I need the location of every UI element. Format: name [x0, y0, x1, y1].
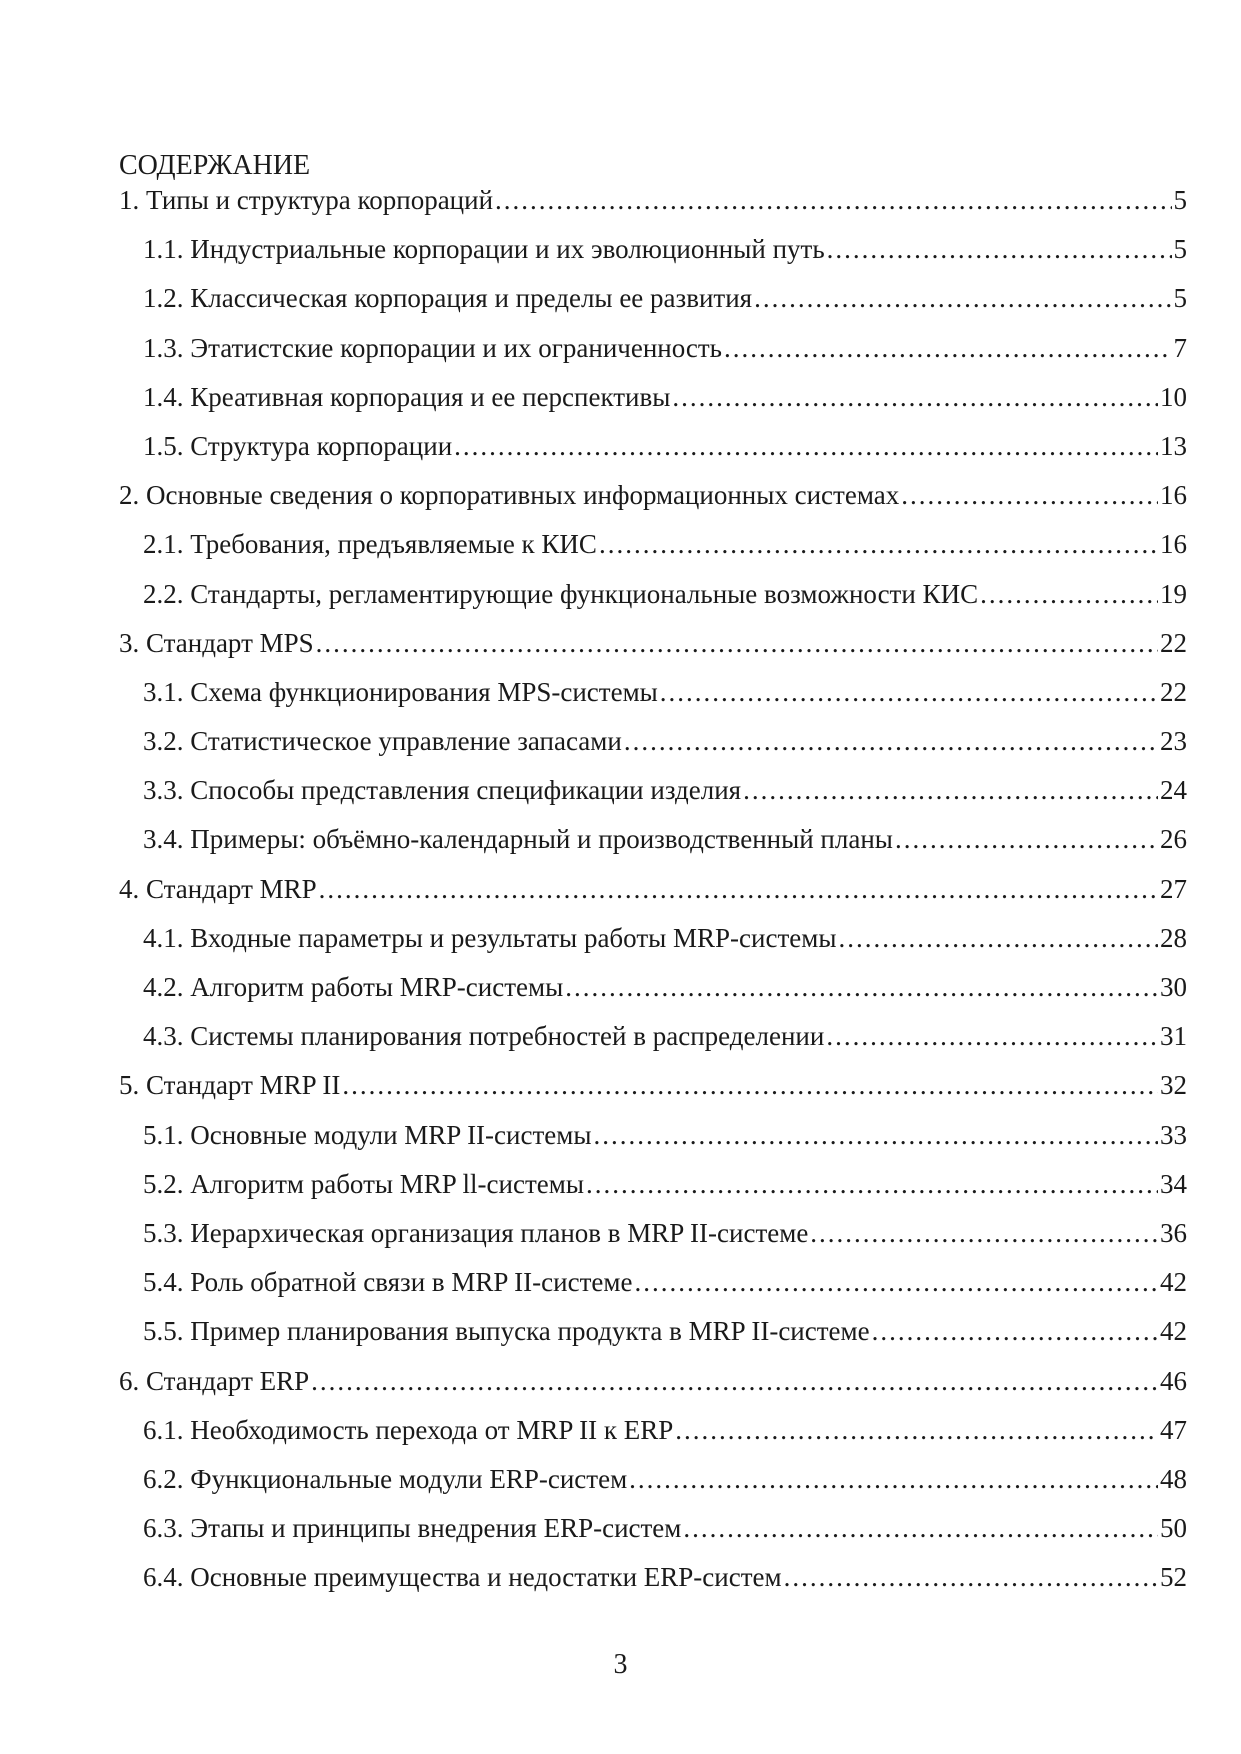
- toc-entry-page: 16: [1160, 480, 1187, 511]
- toc-entry-text: 1.1. Индустриальные корпорации и их эволюционный путь: [143, 234, 825, 265]
- toc-title: СОДЕРЖАНИЕ: [119, 150, 311, 181]
- toc-entry-text: 4. Стандарт MRP: [119, 873, 317, 904]
- toc-dot-leader: [872, 1311, 1158, 1351]
- toc-section-entry[interactable]: [119, 180, 1187, 229]
- toc-dot-leader: [743, 770, 1158, 810]
- toc-dot-leader: [311, 1361, 1158, 1401]
- toc-subsection-entry[interactable]: [119, 1164, 1187, 1213]
- toc-entry-text: 5.4. Роль обратной связи в MRP II-системе: [143, 1267, 633, 1298]
- toc-subsection-entry[interactable]: [119, 1508, 1187, 1557]
- toc-subsection-entry[interactable]: [119, 377, 1187, 426]
- toc-subsection-entry[interactable]: [119, 1311, 1187, 1360]
- toc-dot-leader: [586, 1164, 1158, 1204]
- toc-dot-leader: [980, 574, 1158, 614]
- toc-subsection-entry[interactable]: [119, 1213, 1187, 1262]
- toc-section-entry[interactable]: [119, 475, 1187, 524]
- toc-dot-leader: [624, 721, 1158, 761]
- toc-dot-leader: [660, 672, 1158, 712]
- toc-entry-text: 1.3. Этатистские корпорации и их ограниченность: [143, 332, 722, 363]
- toc-entry-page: 36: [1160, 1217, 1187, 1248]
- toc-dot-leader: [683, 1508, 1158, 1548]
- toc-entry-page: 50: [1160, 1513, 1187, 1544]
- toc-subsection-entry[interactable]: [119, 1016, 1187, 1065]
- toc-dot-leader: [826, 1016, 1158, 1056]
- toc-entry-text: 4.2. Алгоритм работы MRP-системы: [143, 972, 564, 1002]
- toc-entry-page: 22: [1160, 627, 1187, 658]
- toc-dot-leader: [593, 1115, 1158, 1155]
- toc-entry-text: 1.5. Структура корпорации: [143, 430, 453, 461]
- toc-entry-page: 16: [1160, 529, 1187, 560]
- toc-entry-text: 6.4. Основные преимущества и недостатки ERP-систем: [143, 1562, 782, 1593]
- toc-entry-page: 32: [1160, 1070, 1187, 1101]
- toc-entry-text: 1.4. Креативная корпорация и ее перспективы: [143, 381, 671, 412]
- toc-dot-leader: [319, 869, 1158, 909]
- toc-entry-text: 3.2. Статистическое управление запасами: [143, 726, 622, 757]
- toc-dot-leader: [827, 229, 1172, 269]
- toc-entry-page: 47: [1160, 1414, 1187, 1445]
- toc-section-entry[interactable]: [119, 1065, 1187, 1114]
- toc-section-entry[interactable]: [119, 623, 1187, 672]
- toc-subsection-entry[interactable]: [119, 328, 1187, 377]
- toc-entry-page: 46: [1160, 1365, 1187, 1396]
- toc-dot-leader: [629, 1459, 1158, 1499]
- toc-subsection-entry[interactable]: [119, 1557, 1187, 1606]
- toc-entry-text: 2.1. Требования, предъявляемые к КИС: [143, 529, 597, 560]
- toc-dot-leader: [316, 623, 1158, 663]
- toc-entry-text: 4.1. Входные параметры и результаты работы MRP-системы: [143, 922, 837, 953]
- toc-section-entry[interactable]: [119, 1361, 1187, 1410]
- toc-dot-leader: [810, 1213, 1158, 1253]
- toc-entry-page: 31: [1160, 1021, 1187, 1052]
- toc-entry-text: 5.5. Пример планирования выпуска продукта в MRP II-системе: [143, 1316, 870, 1347]
- toc-entry-text: 6.2. Функциональные модули ERP-систем: [143, 1463, 628, 1494]
- toc-entry-text: 3. Стандарт MPS: [119, 627, 314, 658]
- toc-entry-text: 2. Основные сведения о корпоративных информационных системах: [119, 480, 900, 511]
- toc-subsection-entry[interactable]: [119, 967, 1187, 1016]
- toc-section-entry[interactable]: [119, 869, 1187, 918]
- toc-entry-text: 6.3. Этапы и принципы внедрения ERP-систем: [143, 1513, 682, 1544]
- toc-entry-page: 22: [1160, 676, 1187, 707]
- toc-entry-page: 7: [1173, 332, 1187, 363]
- toc-subsection-entry[interactable]: [119, 1115, 1187, 1164]
- toc-entry-page: 42: [1160, 1267, 1187, 1298]
- toc-dot-leader: [901, 475, 1158, 515]
- toc-entry-page: 48: [1160, 1463, 1187, 1494]
- toc-subsection-entry[interactable]: [119, 229, 1187, 278]
- toc-dot-leader: [599, 524, 1158, 564]
- toc-entry-page: 19: [1160, 578, 1187, 609]
- toc-entry-text: 6.1. Необходимость перехода от MRP II к ERP: [143, 1414, 674, 1445]
- toc-entry-text: 3.3. Способы представления спецификации изделия: [143, 775, 742, 806]
- toc-subsection-entry[interactable]: [119, 1262, 1187, 1311]
- toc-entry-text: 3.1. Схема функционирования MPS-системы: [143, 676, 658, 707]
- toc-dot-leader: [675, 1410, 1158, 1450]
- toc-entry-page: 26: [1160, 824, 1187, 855]
- toc-entry-text: 1.2. Классическая корпорация и пределы ее развития: [143, 283, 753, 314]
- toc-subsection-entry[interactable]: [119, 278, 1187, 327]
- toc-entry-page: 33: [1160, 1119, 1187, 1150]
- toc-subsection-entry[interactable]: [119, 721, 1187, 770]
- toc-entry-text: 6. Стандарт ERP: [119, 1365, 310, 1396]
- toc-subsection-entry[interactable]: [119, 1459, 1187, 1508]
- toc-entry-page: 34: [1160, 1168, 1187, 1199]
- toc-entry-page: 28: [1160, 922, 1187, 953]
- toc-list: [119, 180, 1187, 1606]
- toc-subsection-entry[interactable]: [119, 1410, 1187, 1459]
- toc-entry-text: 3.4. Примеры: объёмно-календарный и производственный планы: [143, 824, 893, 855]
- toc-dot-leader: [495, 180, 1171, 220]
- toc-entry-text: 5.2. Алгоритм работы MRP ll-системы: [143, 1168, 584, 1199]
- toc-subsection-entry[interactable]: [119, 672, 1187, 721]
- toc-dot-leader: [454, 426, 1158, 466]
- toc-subsection-entry[interactable]: [119, 819, 1187, 868]
- toc-subsection-entry[interactable]: [119, 770, 1187, 819]
- toc-dot-leader: [634, 1262, 1158, 1302]
- toc-dot-leader: [784, 1557, 1158, 1597]
- toc-entry-page: 42: [1160, 1316, 1187, 1347]
- toc-entry-page: 30: [1160, 972, 1187, 1002]
- toc-entry-page: 23: [1160, 726, 1187, 757]
- toc-subsection-entry[interactable]: [119, 524, 1187, 573]
- toc-entry-page: 10: [1160, 381, 1187, 412]
- toc-dot-leader: [672, 377, 1158, 417]
- toc-dot-leader: [754, 278, 1171, 318]
- toc-subsection-entry[interactable]: [119, 918, 1187, 967]
- toc-entry-page: 5: [1173, 234, 1187, 265]
- toc-entry-text: 1. Типы и структура корпораций: [119, 185, 494, 215]
- toc-entry-text: 5. Стандарт MRP II: [119, 1070, 341, 1101]
- toc-entry-page: 13: [1160, 430, 1187, 461]
- toc-dot-leader: [565, 967, 1158, 1007]
- toc-entry-text: 5.3. Иерархическая организация планов в MRP II-системе: [143, 1217, 809, 1248]
- toc-dot-leader: [895, 819, 1158, 859]
- toc-entry-page: 52: [1160, 1562, 1187, 1593]
- toc-entry-text: 5.1. Основные модули MRP II-системы: [143, 1119, 592, 1150]
- toc-subsection-entry[interactable]: [119, 426, 1187, 475]
- toc-entry-page: 24: [1160, 775, 1187, 806]
- toc-dot-leader: [724, 328, 1172, 368]
- page-number: 3: [613, 1649, 628, 1680]
- toc-subsection-entry[interactable]: [119, 574, 1187, 623]
- toc-dot-leader: [838, 918, 1158, 958]
- toc-entry-text: 2.2. Стандарты, регламентирующие функциональные возможности КИС: [143, 578, 979, 609]
- toc-entry-page: 5: [1173, 185, 1187, 215]
- toc-entry-page: 5: [1173, 283, 1187, 314]
- toc-entry-page: 27: [1160, 873, 1187, 904]
- toc-dot-leader: [342, 1065, 1158, 1105]
- toc-entry-text: 4.3. Системы планирования потребностей в распределении: [143, 1021, 825, 1052]
